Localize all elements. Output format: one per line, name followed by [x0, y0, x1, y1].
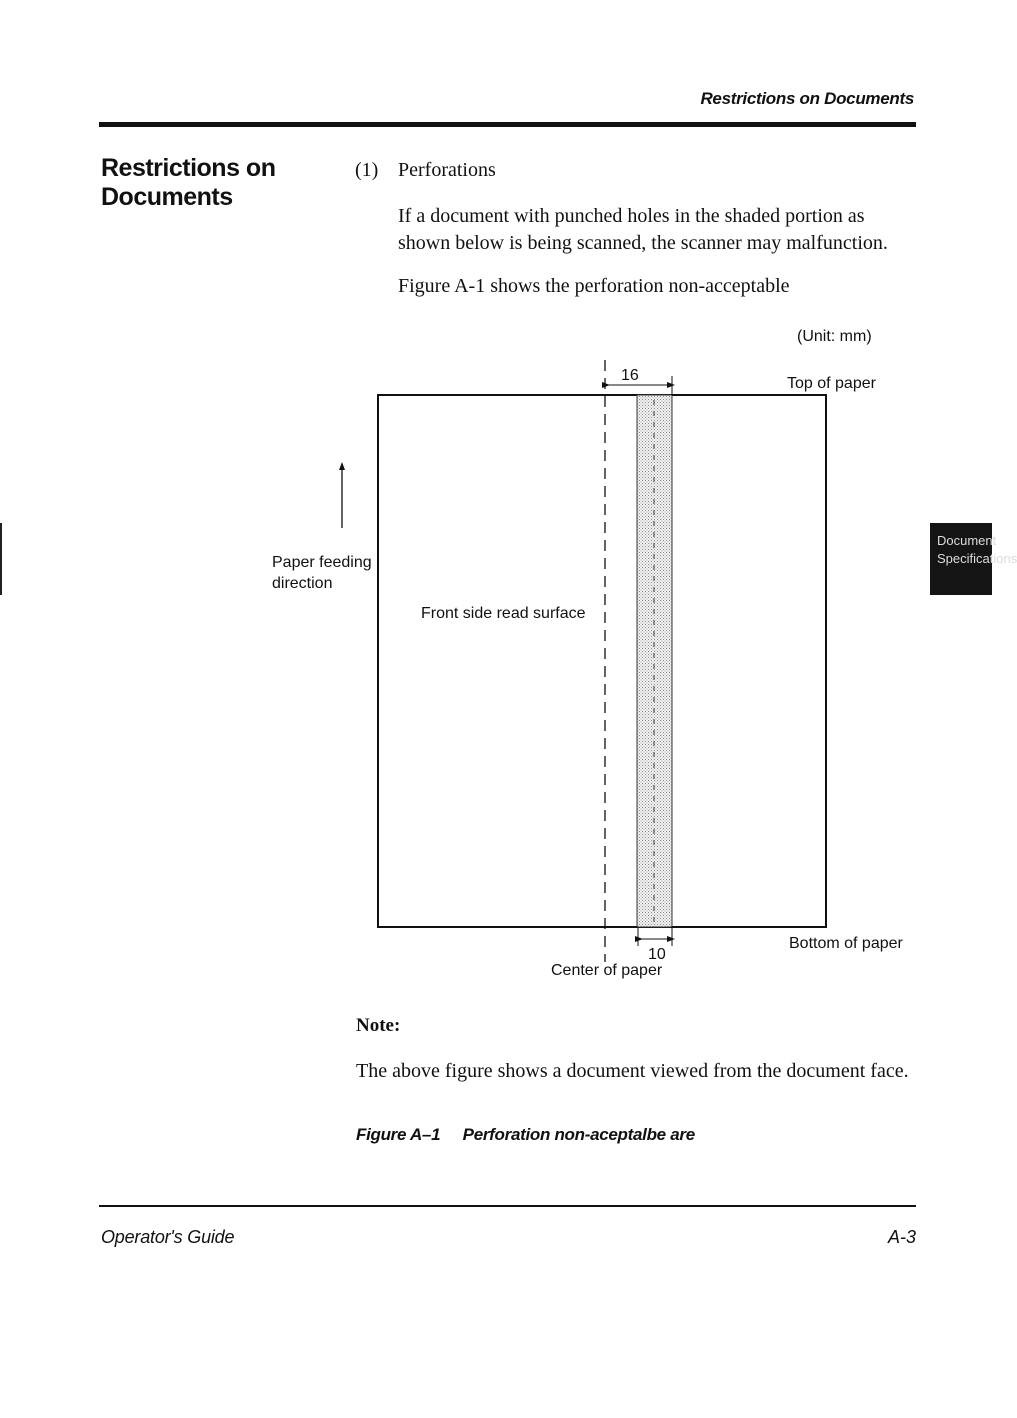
- figure-caption-title: Perforation non-aceptalbe are: [462, 1125, 695, 1144]
- dim-10-label: 10: [648, 946, 666, 963]
- left-edge-mark: [0, 523, 2, 595]
- read-surface-label: Front side read surface: [421, 605, 586, 622]
- bottom-of-paper-label: Bottom of paper: [789, 935, 903, 952]
- shaded-perforation-zone: [637, 395, 672, 927]
- dim-16-label: 16: [621, 367, 639, 384]
- running-header: Restrictions on Documents: [700, 89, 914, 108]
- figure-caption: [356, 1125, 695, 1145]
- feed-direction-label-line1: Paper feeding: [272, 554, 372, 571]
- center-of-paper-label: Center of paper: [551, 962, 663, 979]
- note-text: The above figure shows a document viewed from the document face.: [356, 1060, 909, 1082]
- item-number: (1): [355, 159, 379, 181]
- page-number: A-3: [887, 1227, 916, 1247]
- paper-outline: [378, 395, 826, 927]
- thumb-tab-line1: Document: [937, 533, 997, 548]
- thumb-tab-line2: Specifications: [937, 551, 1017, 566]
- footer-guide-title: Operator's Guide: [101, 1227, 235, 1247]
- footer-rule: [99, 1205, 916, 1207]
- feed-direction-label-line2: direction: [272, 575, 333, 592]
- top-of-paper-label: Top of paper: [787, 375, 876, 392]
- note-label: Note:: [356, 1015, 401, 1036]
- unit-label: (Unit: mm): [797, 328, 872, 345]
- chapter-thumb-tab: [930, 523, 1017, 595]
- figure-intro-paragraph: Figure A-1 shows the perforation non-acceptable: [398, 275, 790, 297]
- section-title: Restrictions on Documents: [101, 154, 276, 211]
- figure-caption-number: Figure A–1: [356, 1125, 441, 1144]
- item-title: Perforations: [398, 159, 496, 181]
- perforation-paragraph: If a document with punched holes in the shaded portion as shown below is being scanned, the scanner may malfunction.: [398, 205, 888, 254]
